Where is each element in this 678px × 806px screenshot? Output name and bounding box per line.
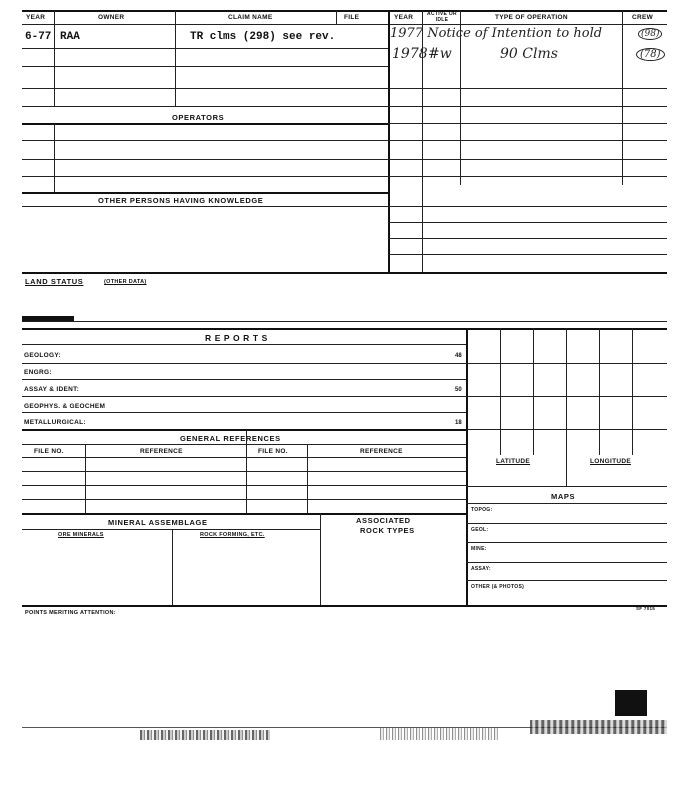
general-references-heading: GENERAL REFERENCES [180,434,281,443]
header-type-of-operation: TYPE OF OPERATION [495,14,568,21]
maps-row-other: OTHER (& PHOTOS) [471,584,525,590]
handwritten-crew-1: (98) [638,28,662,40]
report-label-geology: GEOLOGY: [24,352,61,359]
scan-black-mark [615,690,647,716]
header-file: FILE [344,14,360,21]
mineral-assemblage-heading: MINERAL ASSEMBLAGE [108,518,208,527]
handwritten-owner-2: #w [428,46,452,62]
scan-noise-2 [380,728,500,740]
report-label-metallurgical: METALLURGICAL: [24,419,86,426]
other-persons-heading: OTHER PERSONS HAVING KNOWLEDGE [98,196,264,205]
handwritten-claims-2: 90 Clms [500,46,558,62]
gr-col-file-no-2: FILE NO. [258,448,288,455]
gr-col-file-no-1: FILE NO. [34,448,64,455]
maps-heading: MAPS [551,492,576,501]
header-active-or-idle: ACTIVE OR IDLE [427,11,457,23]
associated-rock-types-line2: ROCK TYPES [360,526,415,535]
report-num-metallurgical: 18 [455,420,462,426]
header-year-2: YEAR [394,14,414,21]
handwritten-crew-2: (78) [636,48,665,61]
land-status-heading: LAND STATUS [25,277,84,286]
header-year: YEAR [26,14,46,21]
header-claim-name: CLAIM NAME [228,14,273,21]
longitude-label: LONGITUDE [590,458,631,465]
handwritten-note-1: 1977 Notice of Intention to hold [390,26,603,41]
form-number: SF 7015 [636,606,656,611]
associated-rock-types-line1: ASSOCIATED [356,516,411,525]
latitude-label: LATITUDE [496,458,531,465]
row-claim-name: TR clms (298) see rev. [190,31,336,43]
header-crew: CREW [632,14,654,21]
ore-minerals-label: ORE MINERALS [58,532,104,538]
row-owner: RAA [60,31,80,43]
gr-col-reference-2: REFERENCE [360,448,403,455]
scan-noise-1 [140,730,270,740]
report-num-assay: 50 [455,387,462,393]
scan-noise-3 [530,720,667,734]
report-num-geology: 48 [455,353,462,359]
maps-row-geol: GEOL: [471,527,489,533]
report-label-assay: ASSAY & IDENT: [24,386,80,393]
operators-heading: OPERATORS [172,113,225,122]
maps-row-assay: ASSAY: [471,566,491,572]
maps-row-mine: MINE: [471,546,487,552]
points-meriting-attention-label: POINTS MERITING ATTENTION: [25,610,116,616]
rock-forming-label: ROCK FORMING, ETC. [200,532,265,538]
report-label-geophys: GEOPHYS. & GEOCHEM [24,403,106,410]
report-label-engrg: ENGRG: [24,369,52,376]
handwritten-year-2: 1978 [392,46,428,62]
gr-col-reference-1: REFERENCE [140,448,183,455]
land-status-subheading: (OTHER DATA) [104,279,147,285]
reports-heading: R E P O R T S [205,333,268,343]
maps-row-topog: TOPOG: [471,507,493,513]
header-owner: OWNER [98,14,125,21]
row-year: 6-77 [25,31,52,43]
